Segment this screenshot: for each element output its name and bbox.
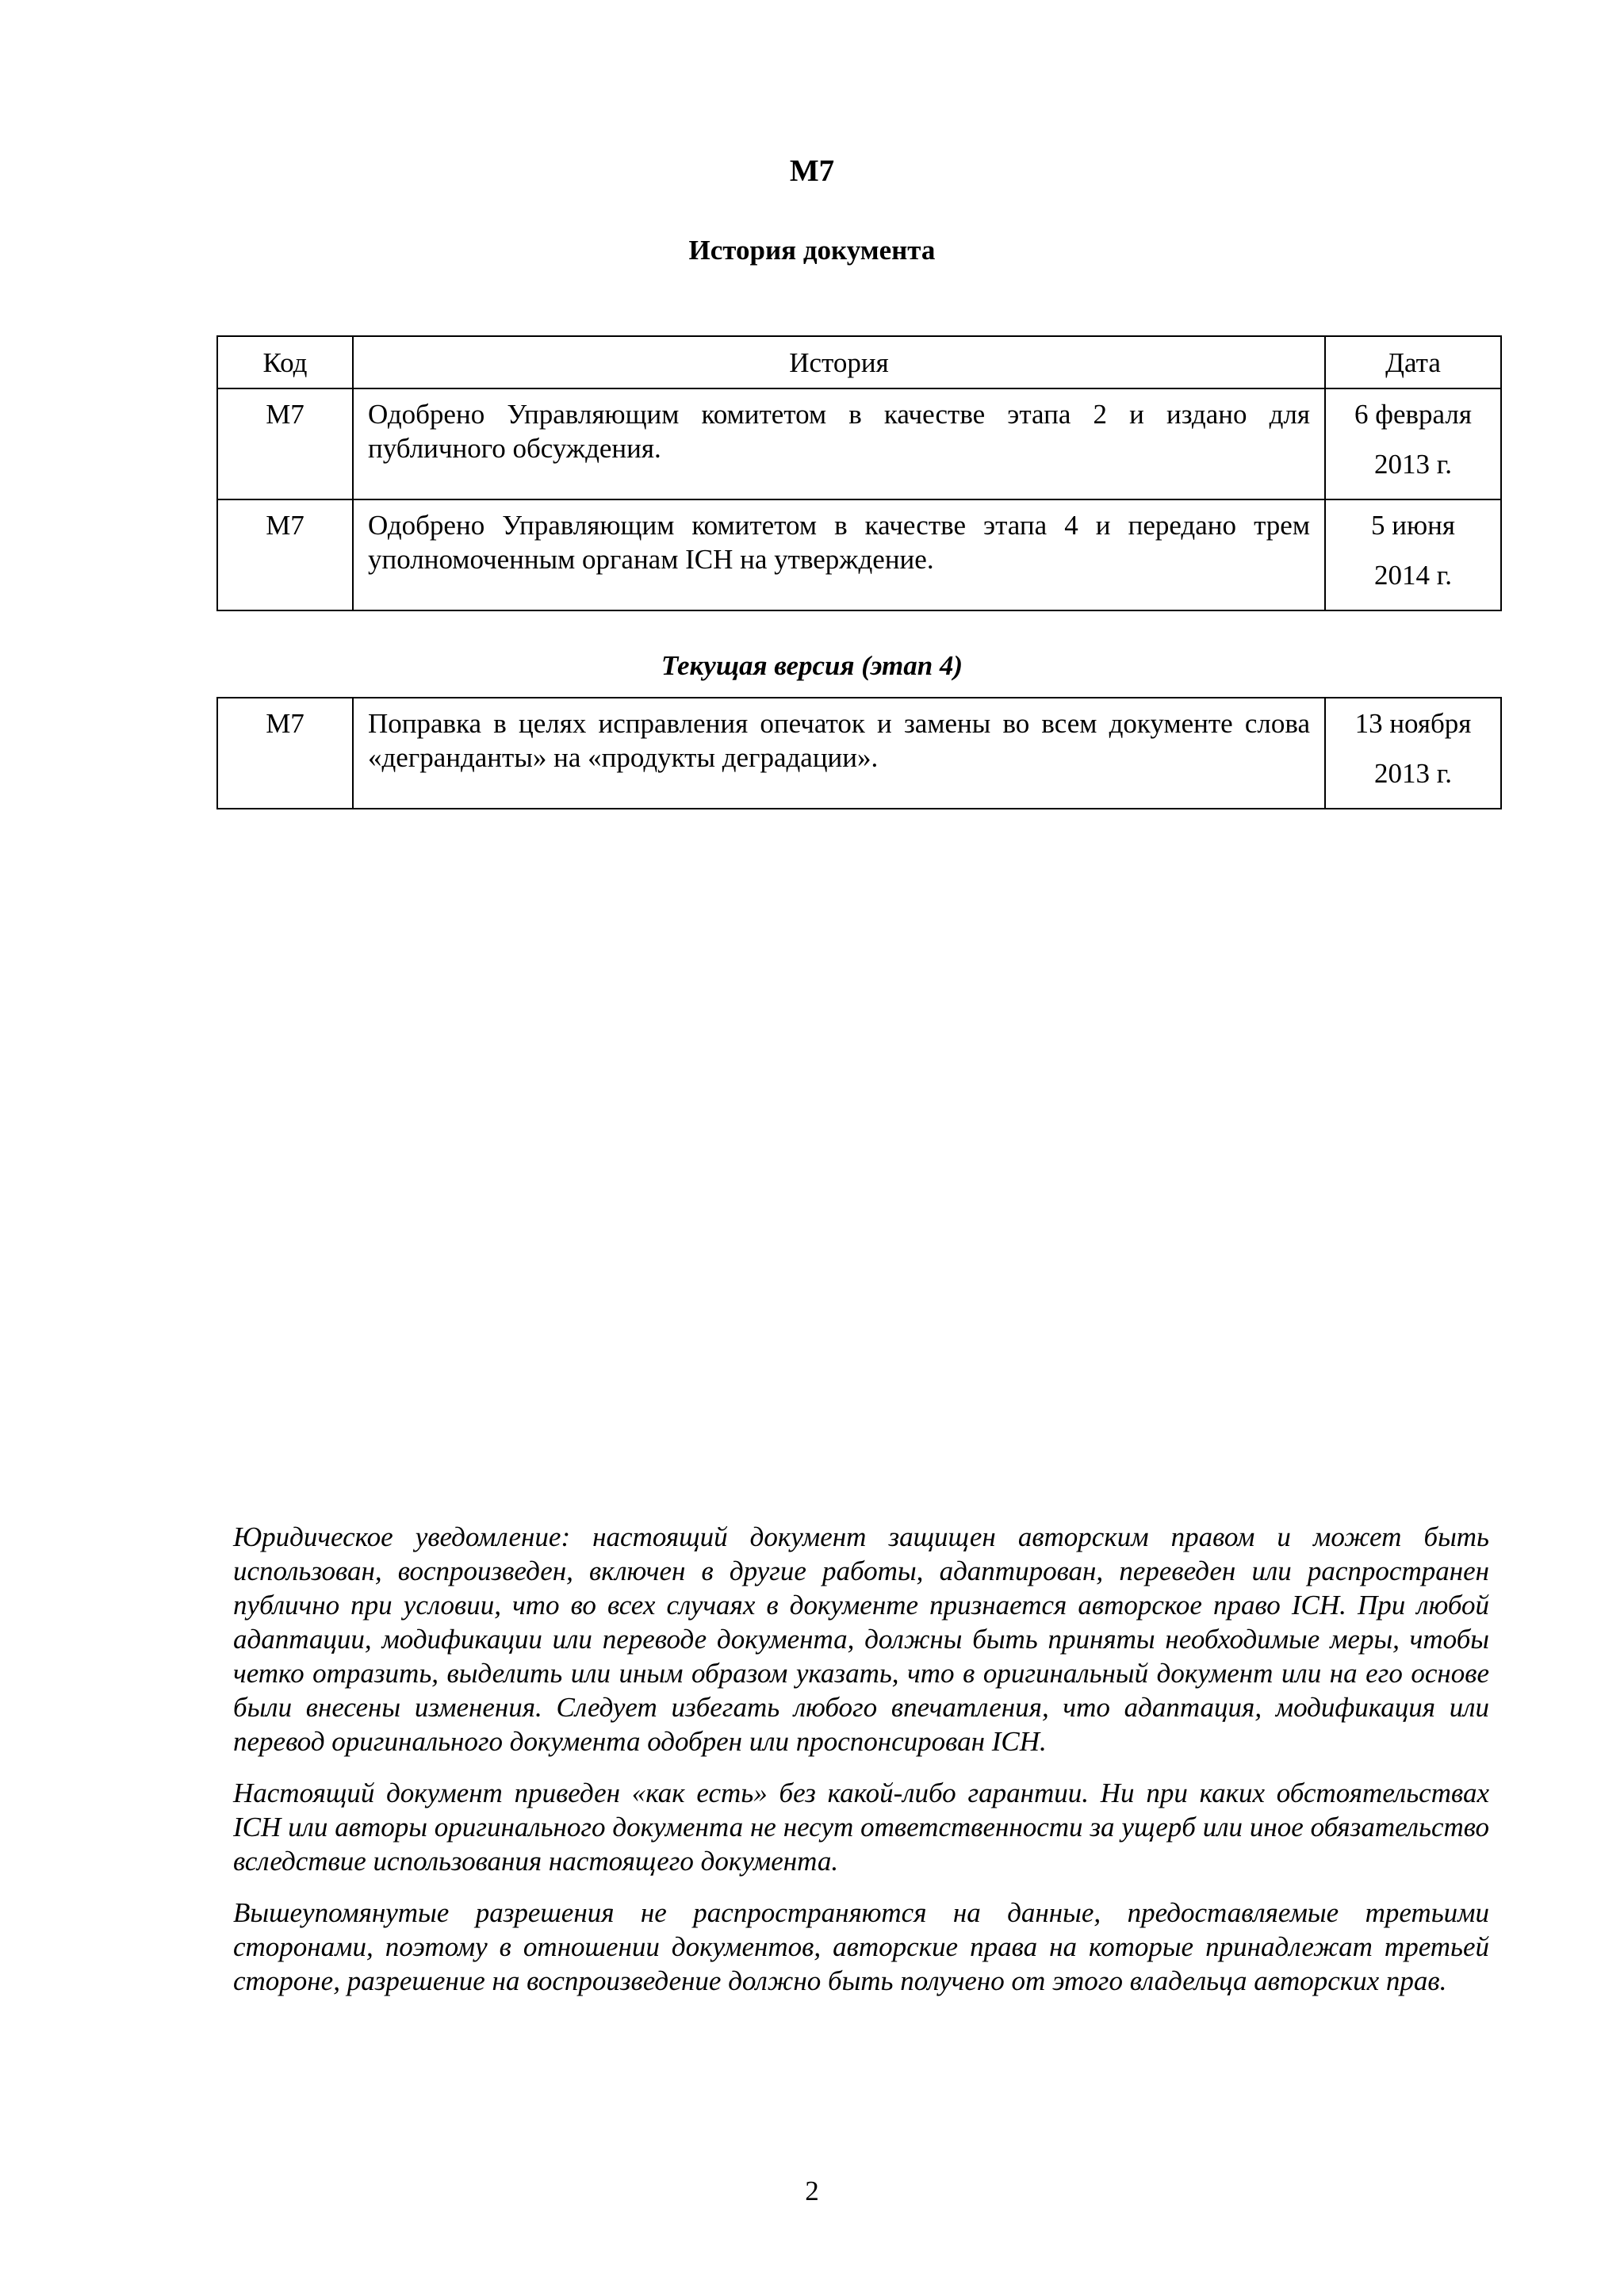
row-code: M7 (217, 698, 353, 809)
row-date-day: 5 июня (1371, 510, 1455, 541)
table-row (217, 388, 1501, 499)
row-history: Одобрено Управляющим комитетом в качестве этапа 2 и издано для публичного обсуждения. (353, 388, 1325, 499)
legal-paragraph: Настоящий документ приведен «как есть» без какой-либо гарантии. Ни при каких обстоятельствах ICH или авторы оригинального документа не несут ответственности за ущерб или иное обязательство вследствие использования настоящего документа. (233, 1777, 1489, 1877)
table-row (217, 698, 1501, 809)
header-date: Дата (1325, 336, 1501, 388)
header-code: Код (217, 336, 353, 388)
page-number: 2 (805, 2175, 819, 2206)
legal-notice (233, 1520, 1489, 2015)
legal-paragraph: Вышеупомянутые разрешения не распространяются на данные, предоставляемые третьими сторонами, поэтому в отношении документов, авторские права на которые принадлежат третьей стороне, разрешение на воспроизведение должно быть получено от этого владельца авторских прав. (233, 1897, 1489, 1996)
history-table (216, 335, 1502, 611)
row-code: M7 (217, 499, 353, 610)
header-history: История (353, 336, 1325, 388)
legal-paragraph: Юридическое уведомление: настоящий документ защищен авторским правом и может быть использован, воспроизведен, включен в другие работы, адаптирован, переведен или распространен публично при условии, что во всех случаях в документе признается авторское право ICH. При любой адаптации, модификации или переводе документа, должны быть приняты необходимые меры, чтобы четко отразить, выделить или иным образом указать, что в оригинальный документ или на его основе были внесены изменения. Следует избегать любого впечатления, что адаптация, модификация или перевод оригинального документа одобрен или проспонсирован ICH. (233, 1521, 1489, 1757)
row-date (1325, 499, 1501, 610)
row-history: Одобрено Управляющим комитетом в качестве этапа 4 и передано трем уполномоченным органам ICH на утверждение. (353, 499, 1325, 610)
table-row (217, 499, 1501, 610)
current-version-caption: Текущая версия (этап 4) (661, 650, 963, 681)
current-version-table (216, 697, 1502, 809)
row-date-year: 2013 г. (1374, 758, 1452, 789)
row-code: M7 (217, 388, 353, 499)
row-history: Поправка в целях исправления опечаток и замены во всем документе слова «дегранданты» на «продукты деградации». (353, 698, 1325, 809)
page-title: История документа (688, 235, 936, 266)
row-date (1325, 388, 1501, 499)
table-header-row (217, 336, 1501, 388)
document-code-heading: M7 (789, 154, 835, 188)
row-date-year: 2014 г. (1374, 560, 1452, 591)
row-date-year: 2013 г. (1374, 449, 1452, 480)
row-date-day: 13 ноября (1354, 708, 1472, 739)
row-date-day: 6 февраля (1354, 399, 1472, 430)
row-date (1325, 698, 1501, 809)
